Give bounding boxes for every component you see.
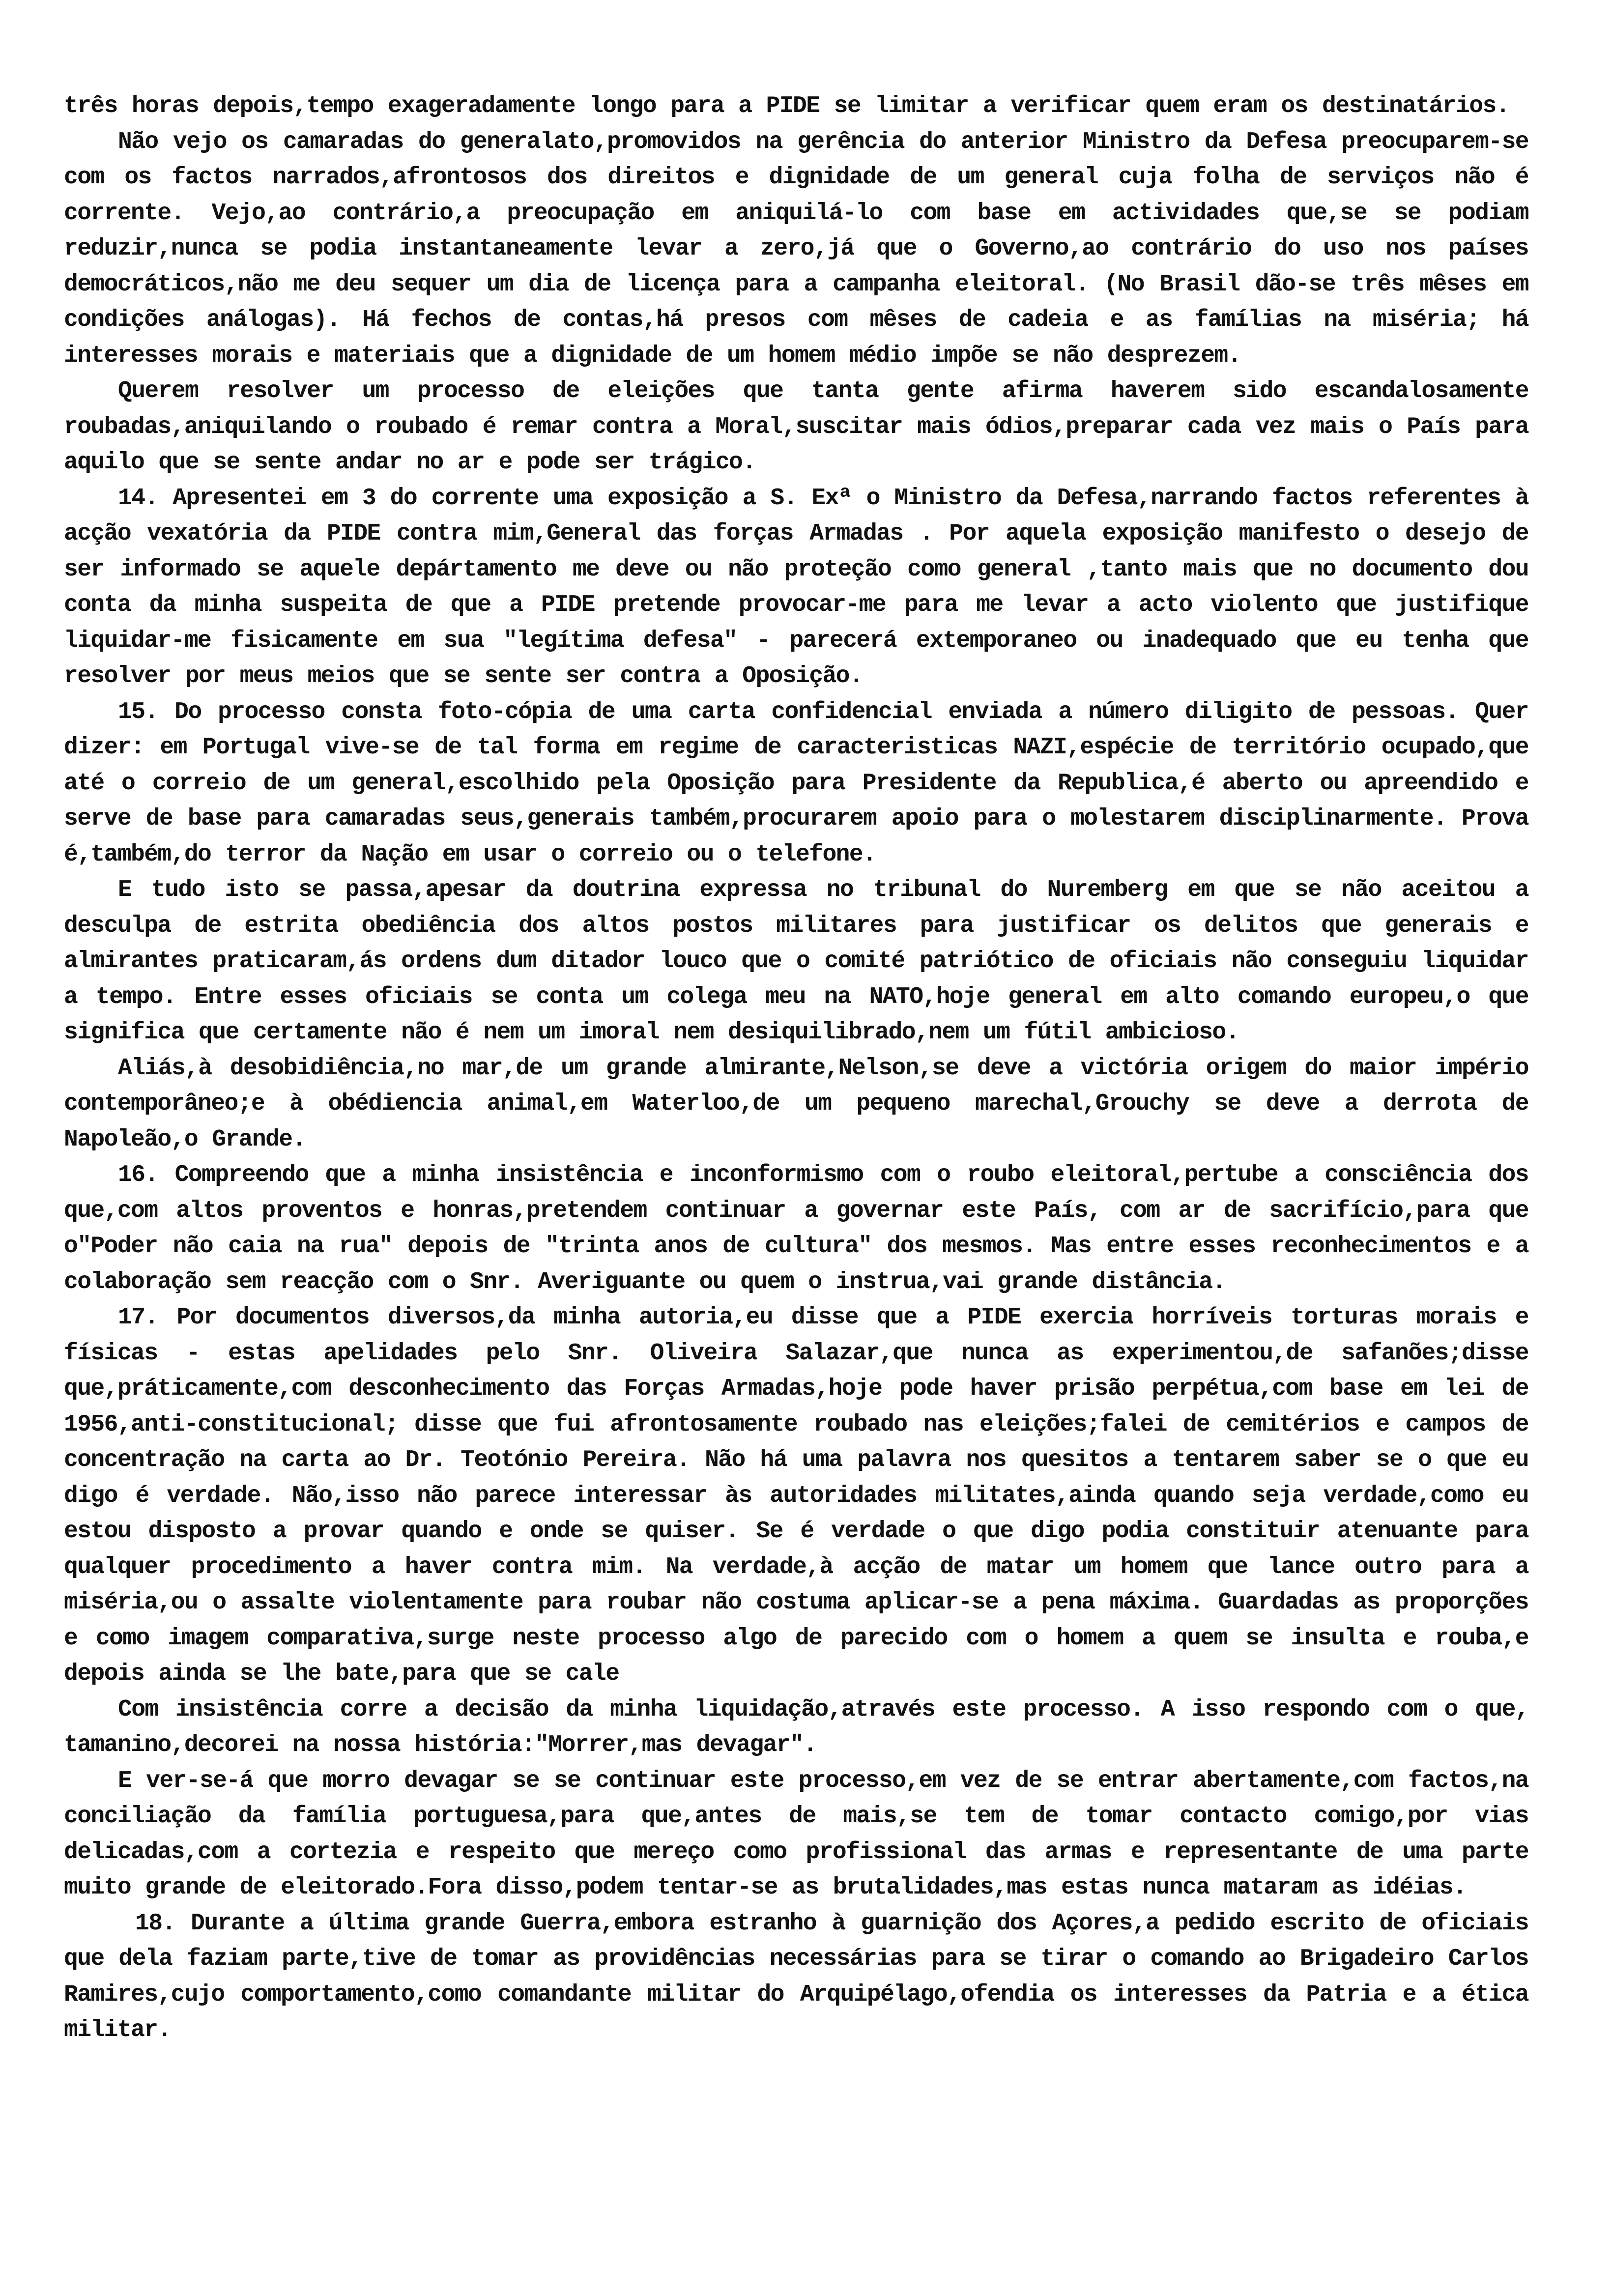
- paragraph-continuation: três horas depois,tempo exageradamente longo para a PIDE se limitar a verificar quem eram os destinatários.: [64, 93, 1509, 119]
- paragraph-insistencia: Com insistência corre a decisão da minha liquidação,através este processo. A isso respondo com o que, tamanino,decorei na nossa história:"Morrer,mas devagar".: [64, 1696, 1528, 1758]
- document-page: [64, 88, 1528, 2048]
- paragraph-18: 18. Durante a última grande Guerra,embora estranho à guarnição dos Açores,a pedido escrito de oficiais que dela faziam parte,tive de tomar as providências necessárias para se tirar o comando ao Brigadeiro Carlos Ramires,cujo comportamento,como comandante militar do Arquipélago,ofendia os interesses da Patria e a ética militar.: [64, 1910, 1528, 2043]
- paragraph-querem: Querem resolver um processo de eleições que tanta gente afirma haverem sido escandalosamente roubadas,aniquilando o roubado é remar contra a Moral,suscitar mais ódios,preparar cada vez mais o País para aquilo que se sente andar no ar e pode ser trágico.: [64, 378, 1528, 476]
- paragraph-nelson: Aliás,à desobidiência,no mar,de um grande almirante,Nelson,se deve a victória origem do maior império contemporâneo;e à obédiencia animal,em Waterloo,de um pequeno marechal,Grouchy se deve a derrota de Napoleão,o Grande.: [64, 1055, 1528, 1153]
- paragraph-14: 14. Apresentei em 3 do corrente uma exposição a S. Exª o Ministro da Defesa,narrando factos referentes à acção vexatória da PIDE contra mim,General das forças Armadas . Por aquela exposição manifesto o desejo de ser informado se aquele depártamento me deve ou não proteção como general ,tanto mais que no documento dou conta da minha suspeita de que a PIDE pretende provocar-me para me levar a acto violento que justifique liquidar-me fisicamente em sua "legítima defesa" - parecerá extemporaneo ou inadequado que eu tenha que resolver por meus meios que se sente ser contra a Oposição.: [64, 485, 1528, 689]
- paragraph-nuremberg: E tudo isto se passa,apesar da doutrina expressa no tribunal do Nuremberg em que se não aceitou a desculpa de estrita obediência dos altos postos militares para justificar os delitos que generais e almirantes praticaram,ás ordens dum ditador louco que o comité patriótico de oficiais não conseguiu liquidar a tempo. Entre esses oficiais se conta um colega meu na NATO,hoje general em alto comando europeu,o que significa que certamente não é nem um imoral nem desiquilibrado,nem um fútil ambicioso.: [64, 877, 1528, 1046]
- paragraph-15: 15. Do processo consta foto-cópia de uma carta confidencial enviada a número diligito de pessoas. Quer dizer: em Portugal vive-se de tal forma em regime de caracteristicas NAZI,espécie de território ocupado,que até o correio de um general,escolhido pela Oposição para Presidente da Republica,é aberto ou apreendido e serve de base para camaradas seus,generais também,procurarem apoio para o molestarem disciplinarmente. Prova é,também,do terror da Nação em usar o correio ou o telefone.: [64, 698, 1528, 868]
- paragraph-17: 17. Por documentos diversos,da minha autoria,eu disse que a PIDE exercia horríveis torturas morais e físicas - estas apelidades pelo Snr. Oliveira Salazar,que nunca as experimentou,de safanões;disse que,práticamente,com desconhecimento das Forças Armadas,hoje pode haver prisão perpétua,com base em lei de 1956,anti-constitucional; disse que fui afrontosamente roubado nas eleições;falei de cemitérios e campos de concentração na carta ao Dr. Teotónio Pereira. Não há uma palavra nos quesitos a tentarem saber se o que eu digo é verdade. Não,isso não parece interessar às autoridades militates,ainda quando seja verdade,como eu estou disposto a provar quando e onde se quiser. Se é verdade o que digo podia constituir atenuante para qualquer procedimento a haver contra mim. Na verdade,à acção de matar um homem que lance outro para a miséria,ou o assalte violentamente para roubar não costuma aplicar-se a pena máxima. Guardadas as proporções e como imagem comparativa,surge neste processo algo de parecido com o homem a quem se insulta e rouba,e depois ainda se lhe bate,para que se cale: [64, 1304, 1528, 1687]
- paragraph-16: 16. Compreendo que a minha insistência e inconformismo com o roubo eleitoral,pertube a consciência dos que,com altos proventos e honras,pretendem continuar a governar este País, com ar de sacrifício,para que o"Poder não caia na rua" depois de "trinta anos de cultura" dos mesmos. Mas entre esses reconhecimentos e a colaboração sem reacção com o Snr. Averiguante ou quem o instrua,vai grande distância.: [64, 1162, 1528, 1295]
- paragraph-camaradas: Não vejo os camaradas do generalato,promovidos na gerência do anterior Ministro da Defesa preocuparem-se com os factos narrados,afrontosos dos direitos e dignidade de um general cuja folha de serviços não é corrente. Vejo,ao contrário,a preocupação em aniquilá-lo com base em actividades que,se se podiam reduzir,nunca se podia instantaneamente levar a zero,já que o Governo,ao contrário do uso nos países democráticos,não me deu sequer um dia de licença para a campanha eleitoral. (No Brasil dão-se três mêses em condições análogas). Há fechos de contas,há presos com mêses de cadeia e as famílias na miséria; há interesses morais e materiais que a dignidade de um homem médio impõe se não desprezem.: [64, 128, 1528, 369]
- paragraph-morro: E ver-se-á que morro devagar se se continuar este processo,em vez de se entrar abertamente,com factos,na conciliação da família portuguesa,para que,antes de mais,se tem de tomar contacto comigo,por vias delicadas,com a cortezia e respeito que mereço como profissional das armas e representante de uma parte muito grande de eleitorado.Fora disso,podem tentar-se as brutalidades,mas estas nunca mataram as idéias.: [64, 1767, 1528, 1901]
